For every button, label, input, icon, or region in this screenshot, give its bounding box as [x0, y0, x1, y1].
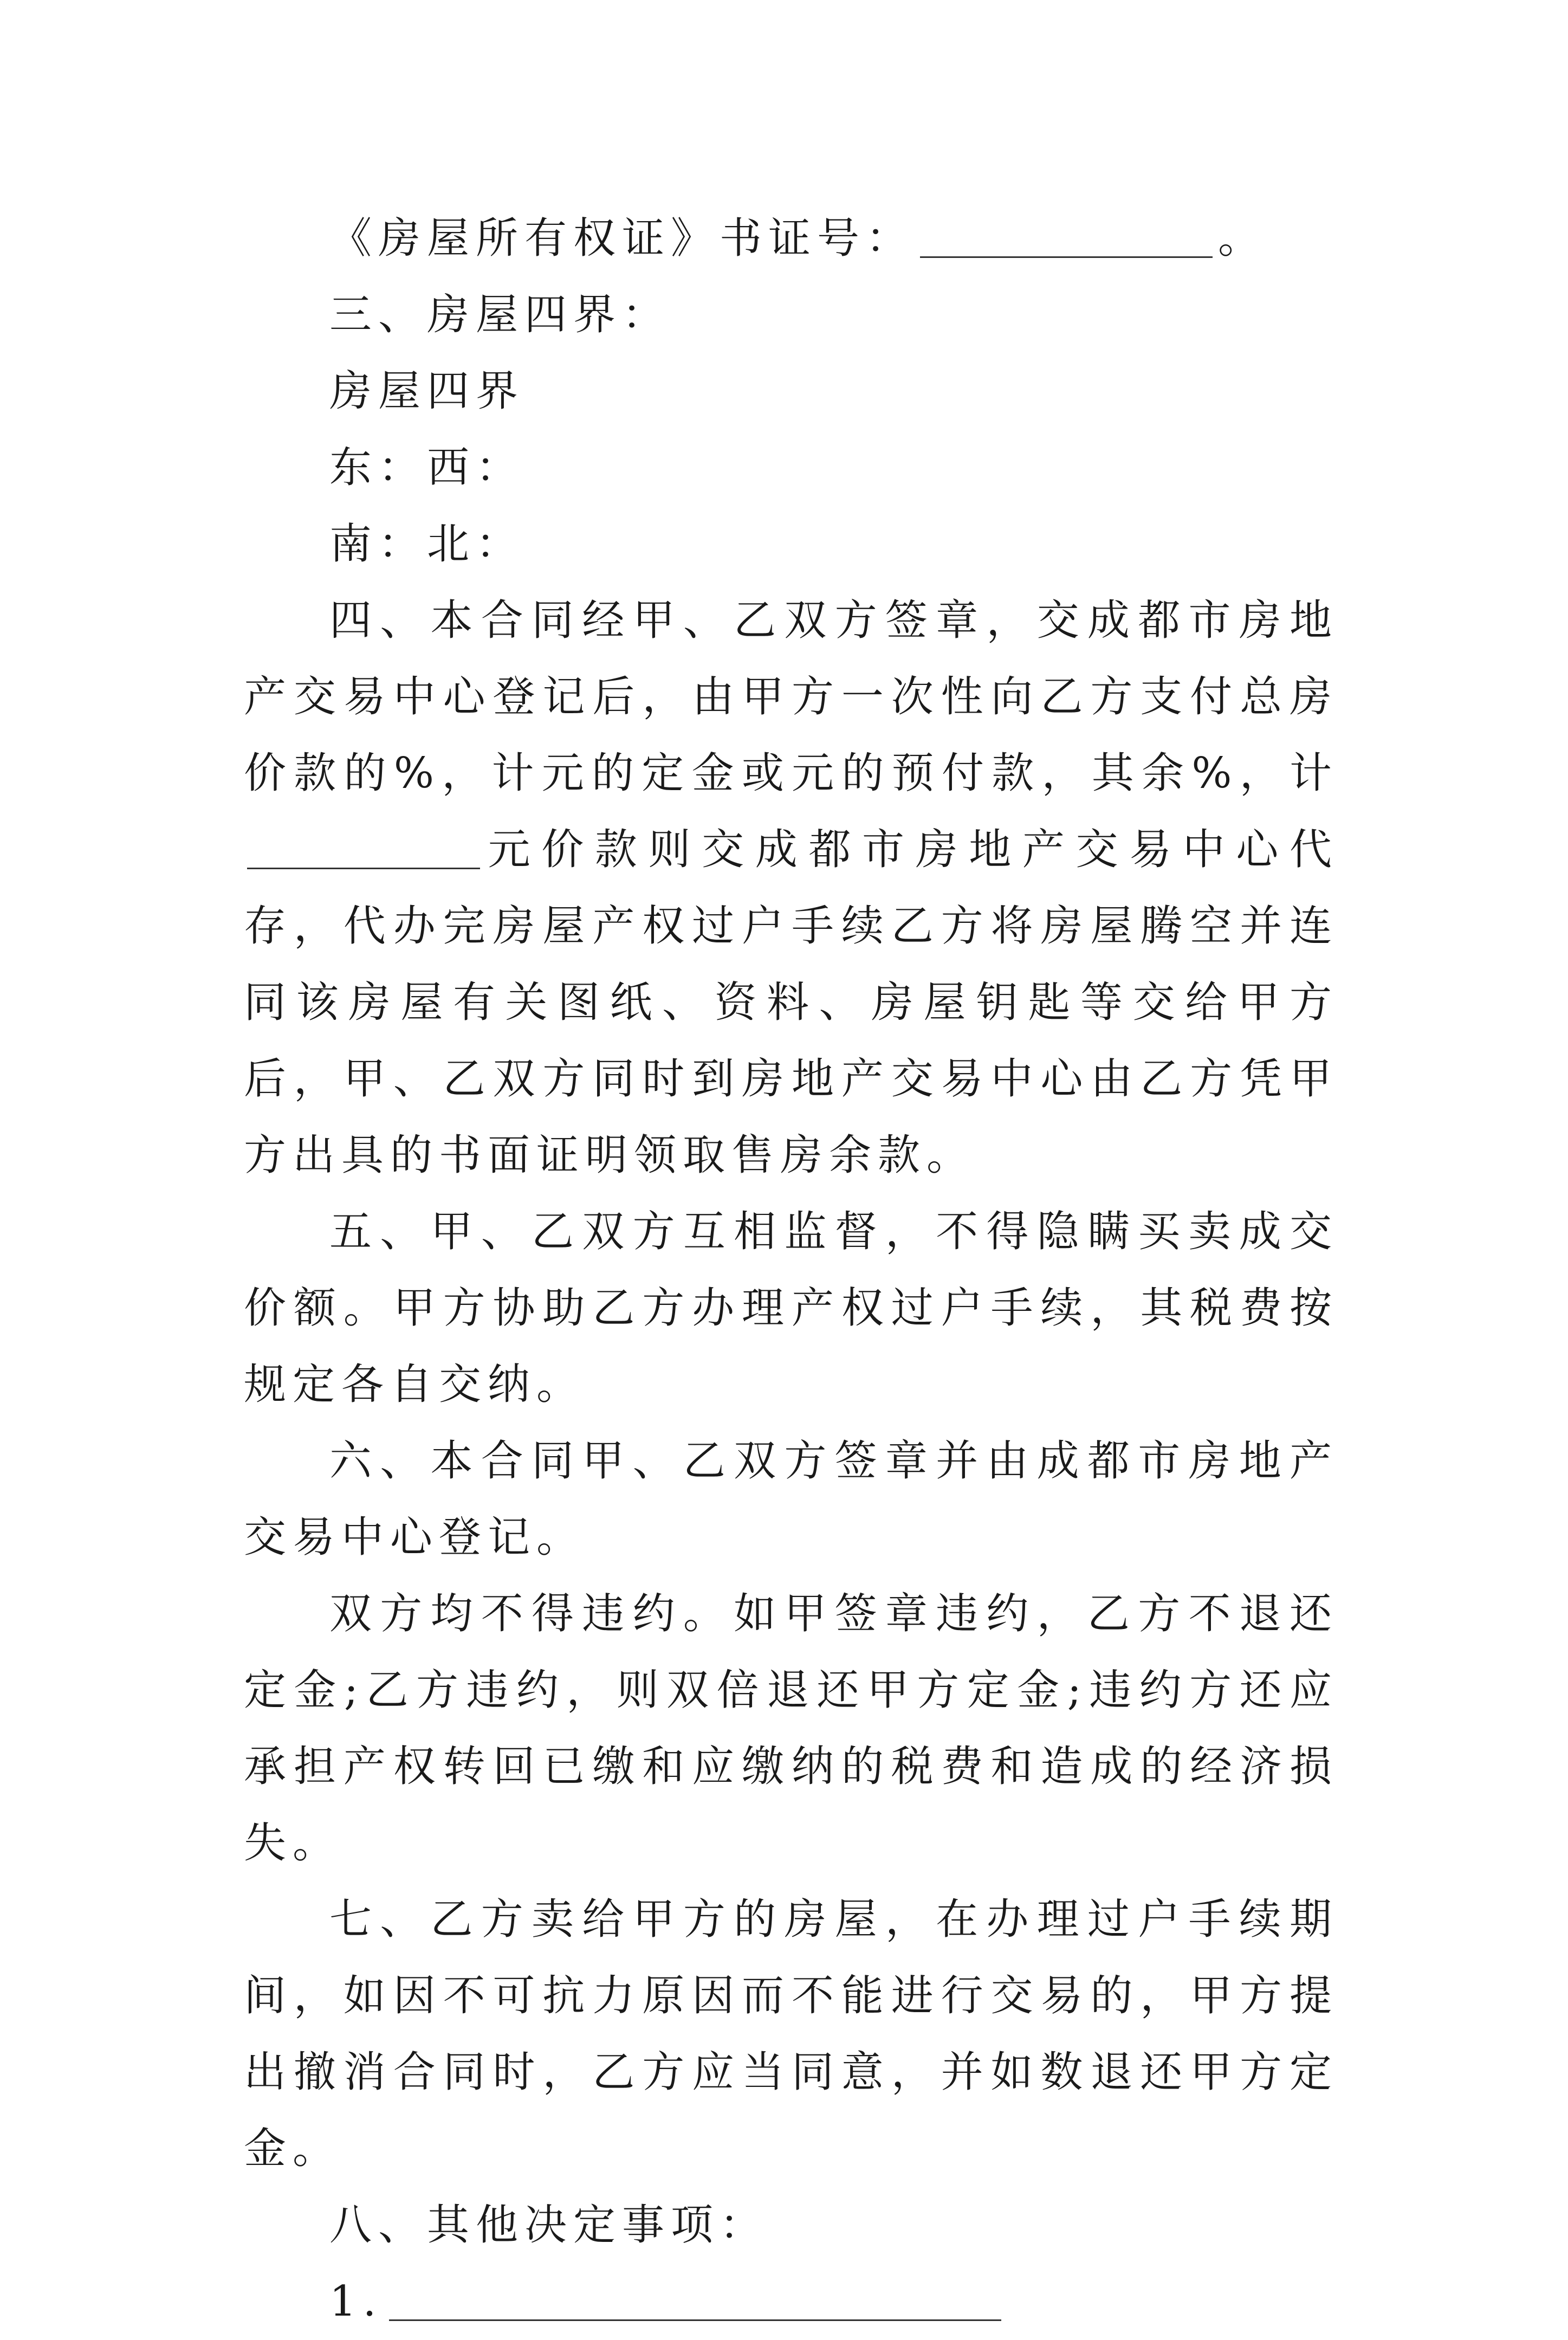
cert-number-line	[244, 201, 1338, 277]
contract-body	[244, 201, 1338, 2340]
clause-4-part2: 元价款则交成都市房地产交易中心代存，代办完房屋产权过户手续乙方将房屋腾空并连同该房屋有关图纸、资料、房屋钥匙等交给甲方后，甲、乙双方同时到房地产交易中心由乙方凭甲方出具的书面证明领取售房余款。	[244, 825, 1338, 1180]
clause-8-heading: 八、其他决定事项：	[329, 2201, 769, 2249]
item-1-line	[244, 2264, 1338, 2340]
breach-clause: 双方均不得违约。如甲签章违约，乙方不退还定金;乙方违约，则双倍退还甲方定金;违约方还应承担产权转回已缴和应缴纳的税费和造成的经济损失。	[244, 1589, 1338, 1867]
boundary-east-west: 东：西：	[329, 443, 525, 492]
clause-7: 七、乙方卖给甲方的房屋，在办理过户手续期间，如因不可抗力原因而不能进行交易的，甲方提出撤消合同时，乙方应当同意，并如数退还甲方定金。	[244, 1895, 1338, 2173]
section3-heading: 三、房屋四界：	[329, 290, 671, 339]
clause-4	[244, 583, 1338, 1194]
cert-number-blank	[920, 214, 1213, 258]
cert-number-end: 。	[1218, 214, 1267, 263]
clause-5: 五、甲、乙双方互相监督，不得隐瞒买卖成交价额。甲方协助乙方办理产权过户手续，其税费按规定各自交纳。	[244, 1207, 1338, 1409]
item-1-number: 1.	[329, 2277, 383, 2326]
boundary-south-north: 南：北：	[329, 520, 525, 568]
clause-4-part1: 四、本合同经甲、乙双方签章，交成都市房地产交易中心登记后，由甲方一次性向乙方支付总房价款的%，计元的定金或元的预付款，其余%，计	[244, 596, 1338, 798]
clause-6: 六、本合同甲、乙双方签章并由成都市房地产交易中心登记。	[244, 1437, 1338, 1562]
item-1-blank	[389, 2277, 1001, 2321]
cert-number-label: 《房屋所有权证》书证号：	[329, 214, 915, 263]
price-blank	[247, 825, 480, 869]
boundary-title: 房屋四界	[329, 367, 525, 416]
